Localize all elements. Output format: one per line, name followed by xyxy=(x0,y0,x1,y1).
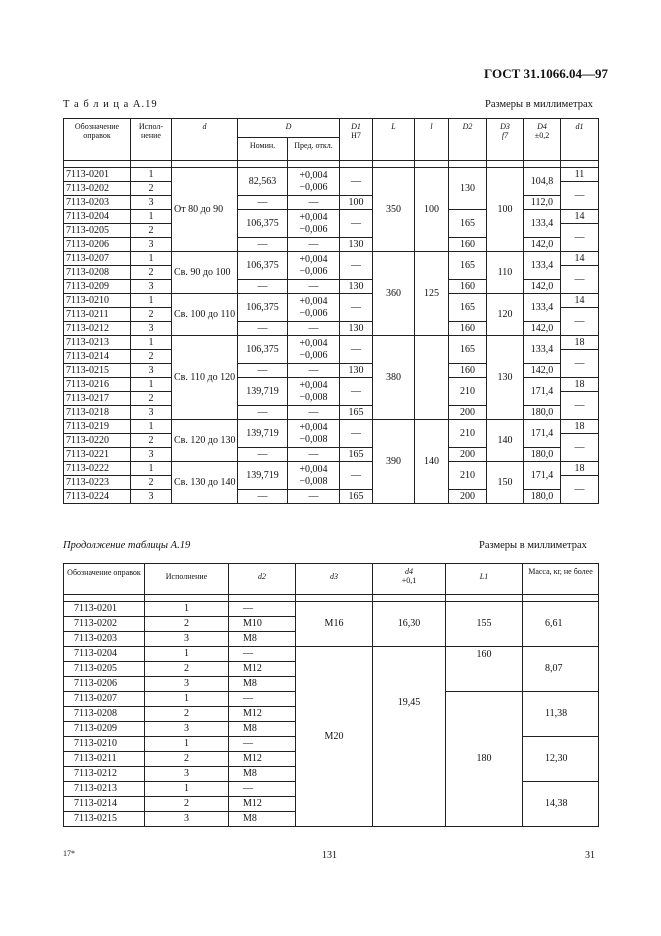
table-cell: 165 xyxy=(449,336,487,364)
d-range: Св. 100 до 110 xyxy=(172,294,238,336)
table-cell: 133,4 xyxy=(524,210,561,238)
table-cell: 130 xyxy=(340,238,373,252)
table-cell: 3 xyxy=(131,448,172,462)
table-cell: — xyxy=(288,364,340,378)
table-cell: 160 xyxy=(449,238,487,252)
table-cell: 7113-0212 xyxy=(64,767,145,782)
head-D2: D2 xyxy=(449,119,487,161)
table-cell: 142,0 xyxy=(524,364,561,378)
table-cell: 7113-0209 xyxy=(64,280,131,294)
table-a19 xyxy=(63,118,599,504)
table-cell: — xyxy=(238,238,288,252)
standard-title: ГОСТ 31.1066.04—97 xyxy=(484,66,609,81)
table-cell: — xyxy=(238,196,288,210)
table-cell: — xyxy=(340,420,373,448)
table-cell: 7113-0204 xyxy=(64,647,145,662)
table-cell: — xyxy=(561,182,599,210)
table-cell: 160 xyxy=(446,647,523,692)
table-cell: 3 xyxy=(131,196,172,210)
table-cell: 12,30 xyxy=(523,737,599,782)
table-cell: 8,07 xyxy=(523,647,599,692)
table-cell: 7113-0218 xyxy=(64,406,131,420)
table-cell: 380 xyxy=(373,336,415,420)
head2-d2: d2 xyxy=(229,564,296,595)
table-cell: 3 xyxy=(131,490,172,504)
table-row xyxy=(64,161,599,168)
footer-page-number: 31 xyxy=(585,850,595,861)
table-cell: 19,45 xyxy=(373,647,446,827)
d-range: Св. 90 до 100 xyxy=(172,252,238,294)
table-cell: — xyxy=(229,602,296,617)
head-D1: D1 H7 xyxy=(340,119,373,161)
d-range: Св. 110 до 120 xyxy=(172,336,238,420)
table-cell: 125 xyxy=(415,252,449,336)
table-cell: 112,0 xyxy=(524,196,561,210)
table-cell: — xyxy=(288,238,340,252)
table-cell: 14,38 xyxy=(523,782,599,827)
table-cell: 7113-0211 xyxy=(64,752,145,767)
table-cell: 7113-0215 xyxy=(64,364,131,378)
table-cell: 2 xyxy=(131,182,172,196)
table-cell: 1 xyxy=(145,782,229,797)
table-row xyxy=(64,564,599,595)
table-cell xyxy=(340,161,373,168)
footer-sheet-mark: 17* xyxy=(63,849,75,858)
table-cell: 7113-0208 xyxy=(64,707,145,722)
table-cell: 7113-0221 xyxy=(64,448,131,462)
table-cell: — xyxy=(340,210,373,238)
table-cell: 14 xyxy=(561,294,599,308)
table-cell: 2 xyxy=(131,392,172,406)
table-cell: 171,4 xyxy=(524,462,561,490)
table-cell: 7113-0206 xyxy=(64,677,145,692)
table-cell: 390 xyxy=(373,420,415,504)
table-cell: 2 xyxy=(131,476,172,490)
table-cell: 3 xyxy=(131,280,172,294)
table-row xyxy=(64,252,599,266)
table-cell: 360 xyxy=(373,252,415,336)
table-cell: — xyxy=(561,476,599,504)
table-cell: 7113-0211 xyxy=(64,308,131,322)
table-cell: 104,8 xyxy=(524,168,561,196)
table-cell: 139,719 xyxy=(238,462,288,490)
table-cell: — xyxy=(238,448,288,462)
table-cell: — xyxy=(561,308,599,336)
table-cell: 133,4 xyxy=(524,252,561,280)
table-cell: — xyxy=(288,196,340,210)
table-cell xyxy=(229,595,296,602)
d-range: От 80 до 90 xyxy=(172,168,238,252)
table-cell: 1 xyxy=(131,210,172,224)
table-cell: 7113-0212 xyxy=(64,322,131,336)
table-cell: 100 xyxy=(487,168,524,252)
head-version: Испол- нение xyxy=(131,119,172,161)
table-cell: 106,375 xyxy=(238,252,288,280)
table-row xyxy=(64,119,599,138)
table-cell: 3 xyxy=(131,322,172,336)
table-cell xyxy=(415,161,449,168)
table2-units: Размеры в миллиметрах xyxy=(479,540,587,551)
table-cell: 130 xyxy=(487,336,524,420)
table-cell: 130 xyxy=(340,280,373,294)
table-cell: 350 xyxy=(373,168,415,252)
head-D-nominal: Номин. xyxy=(238,138,288,161)
table-cell xyxy=(64,161,131,168)
table-cell: +0,004 −0,006 xyxy=(288,210,340,238)
table-cell: 1 xyxy=(145,602,229,617)
table-cell: 3 xyxy=(131,406,172,420)
table-cell: — xyxy=(561,266,599,294)
head-D3: D3 f7 xyxy=(487,119,524,161)
table-cell: — xyxy=(238,490,288,504)
table-cell xyxy=(561,161,599,168)
table-cell: — xyxy=(340,336,373,364)
table-cell: — xyxy=(238,406,288,420)
table-cell: — xyxy=(288,322,340,336)
table-cell: — xyxy=(561,350,599,378)
table-cell: 7113-0206 xyxy=(64,238,131,252)
table-cell: 106,375 xyxy=(238,336,288,364)
table-cell: 139,719 xyxy=(238,378,288,406)
d-range: Св. 120 до 130 xyxy=(172,420,238,462)
table-cell: — xyxy=(561,434,599,462)
table-cell xyxy=(524,161,561,168)
table-cell: 2 xyxy=(131,224,172,238)
table-cell xyxy=(145,595,229,602)
table-cell: — xyxy=(288,448,340,462)
table2-caption: Продолжение таблицы А.19 xyxy=(63,540,191,551)
table-cell: 200 xyxy=(449,490,487,504)
table-cell: M10 xyxy=(229,617,296,632)
table-cell: 200 xyxy=(449,406,487,420)
table-cell: — xyxy=(340,294,373,322)
table-cell: 180,0 xyxy=(524,490,561,504)
table-cell: +0,004 −0,008 xyxy=(288,462,340,490)
head2-d3: d3 xyxy=(296,564,373,595)
table-cell: 3 xyxy=(145,722,229,737)
table-cell: 2 xyxy=(131,308,172,322)
table-cell: 139,719 xyxy=(238,420,288,448)
table-cell: 3 xyxy=(145,767,229,782)
table-cell: 210 xyxy=(449,378,487,406)
table-cell: 18 xyxy=(561,336,599,350)
table-cell xyxy=(296,595,373,602)
table-cell: 1 xyxy=(145,647,229,662)
table-cell: 7113-0214 xyxy=(64,350,131,364)
table-cell: — xyxy=(340,462,373,490)
table-cell: — xyxy=(561,392,599,420)
table-cell xyxy=(415,336,449,420)
table-cell: 16,30 xyxy=(373,602,446,647)
table-cell: 7113-0214 xyxy=(64,797,145,812)
table-cell: 210 xyxy=(449,420,487,448)
table-cell: 160 xyxy=(449,322,487,336)
table-cell: 3 xyxy=(131,364,172,378)
table-cell xyxy=(238,161,288,168)
table-cell xyxy=(523,595,599,602)
table-cell: 1 xyxy=(131,168,172,182)
table-cell xyxy=(373,595,446,602)
table-cell: 7113-0204 xyxy=(64,210,131,224)
table-cell: 7113-0203 xyxy=(64,196,131,210)
table-cell: 7113-0216 xyxy=(64,378,131,392)
table-cell: 165 xyxy=(449,252,487,280)
table-cell: 142,0 xyxy=(524,238,561,252)
table-cell: 7113-0220 xyxy=(64,434,131,448)
table-cell: 2 xyxy=(131,266,172,280)
table-cell: 120 xyxy=(487,294,524,336)
head-l: l xyxy=(415,119,449,161)
table-cell: — xyxy=(340,168,373,196)
table-cell: 7113-0205 xyxy=(64,224,131,238)
table-cell: 171,4 xyxy=(524,378,561,406)
table-cell: — xyxy=(238,280,288,294)
table-cell: — xyxy=(561,224,599,252)
table-cell: 200 xyxy=(449,448,487,462)
head-D-deviation: Пред. откл. xyxy=(288,138,340,161)
table-cell: 106,375 xyxy=(238,294,288,322)
table-cell: 7113-0207 xyxy=(64,252,131,266)
table-cell: 7113-0217 xyxy=(64,392,131,406)
table-cell: 171,4 xyxy=(524,420,561,448)
table-cell: 180,0 xyxy=(524,448,561,462)
table-row xyxy=(64,168,599,182)
table-cell: M12 xyxy=(229,797,296,812)
table-cell: 18 xyxy=(561,420,599,434)
table-cell: 180,0 xyxy=(524,406,561,420)
table-cell: 7113-0210 xyxy=(64,294,131,308)
table-cell xyxy=(131,161,172,168)
table-cell: 130 xyxy=(449,168,487,210)
head2-version: Исполнение xyxy=(145,564,229,595)
table-cell: 7113-0215 xyxy=(64,812,145,827)
table-cell xyxy=(449,161,487,168)
table-cell: 1 xyxy=(131,336,172,350)
table-cell: 130 xyxy=(340,322,373,336)
table-cell: 1 xyxy=(131,294,172,308)
table-cell: M8 xyxy=(229,812,296,827)
table-cell xyxy=(446,595,523,602)
table-cell: 11,38 xyxy=(523,692,599,737)
table-cell: 150 xyxy=(487,462,524,504)
table-cell: 6,61 xyxy=(523,602,599,647)
d-range: Св. 130 до 140 xyxy=(172,462,238,504)
table-cell: 7113-0207 xyxy=(64,692,145,707)
table-cell: 155 xyxy=(446,602,523,647)
head2-mass: Масса, кг, не более xyxy=(523,564,599,595)
table-cell: 1 xyxy=(145,692,229,707)
table-row xyxy=(64,462,599,476)
table-cell: — xyxy=(229,692,296,707)
table-cell: 2 xyxy=(145,797,229,812)
table-cell: M8 xyxy=(229,677,296,692)
table-cell: — xyxy=(288,280,340,294)
table-a19-continued xyxy=(63,563,599,827)
table-cell: 160 xyxy=(449,364,487,378)
table-cell: 3 xyxy=(145,812,229,827)
table-cell: 142,0 xyxy=(524,322,561,336)
table-cell: 160 xyxy=(449,280,487,294)
table-cell: 7113-0222 xyxy=(64,462,131,476)
head-D4: D4 ±0,2 xyxy=(524,119,561,161)
table-row xyxy=(64,420,599,434)
table-cell: 7113-0210 xyxy=(64,737,145,752)
table-cell: 165 xyxy=(449,210,487,238)
head-d1: d1 xyxy=(561,119,599,161)
table-cell: +0,004 −0,008 xyxy=(288,420,340,448)
table-cell: +0,004 −0,006 xyxy=(288,294,340,322)
table-row xyxy=(64,336,599,350)
table-cell: 2 xyxy=(131,434,172,448)
table-cell: M8 xyxy=(229,632,296,647)
table-row-code: 7113-0201 xyxy=(64,168,131,182)
table-cell: — xyxy=(238,322,288,336)
table-cell: 7113-0205 xyxy=(64,662,145,677)
table-cell: — xyxy=(238,364,288,378)
table-cell: 14 xyxy=(561,252,599,266)
table-row xyxy=(64,595,599,602)
table-cell: 110 xyxy=(487,252,524,294)
head-D: D xyxy=(238,119,340,138)
table-cell xyxy=(373,161,415,168)
table-cell: 100 xyxy=(415,168,449,252)
head-designation: Обозначение оправок xyxy=(64,119,131,161)
table-cell: 7113-0213 xyxy=(64,782,145,797)
table-cell: 7113-0208 xyxy=(64,266,131,280)
table-cell: M12 xyxy=(229,662,296,677)
table-cell xyxy=(172,161,238,168)
table-cell: 133,4 xyxy=(524,336,561,364)
table-cell: 7113-0219 xyxy=(64,420,131,434)
table-cell: 130 xyxy=(340,364,373,378)
table-cell: 3 xyxy=(145,632,229,647)
table-cell: 140 xyxy=(487,420,524,462)
table-cell: 3 xyxy=(145,677,229,692)
head-L: L xyxy=(373,119,415,161)
table-cell: — xyxy=(229,782,296,797)
table-cell: +0,004 −0,006 xyxy=(288,336,340,364)
table-cell: 180 xyxy=(446,692,523,827)
table-cell: 142,0 xyxy=(524,280,561,294)
table-cell: 165 xyxy=(340,490,373,504)
table-cell: 14 xyxy=(561,210,599,224)
table-row xyxy=(64,647,599,662)
table1-caption: Т а б л и ц а А.19 xyxy=(63,99,158,110)
table-cell: 165 xyxy=(340,448,373,462)
table-cell: 7113-0202 xyxy=(64,182,131,196)
table-cell xyxy=(288,161,340,168)
table-cell: — xyxy=(340,252,373,280)
head2-designation: Обозначение оправок xyxy=(64,564,145,595)
table-cell: M20 xyxy=(296,647,373,827)
footer-page-center: 131 xyxy=(322,850,337,861)
head-d: d xyxy=(172,119,238,161)
table-cell: 7113-0203 xyxy=(64,632,145,647)
table-cell: 210 xyxy=(449,462,487,490)
table-cell: — xyxy=(288,490,340,504)
table-cell: 140 xyxy=(415,420,449,504)
table-cell: +0,004 −0,008 xyxy=(288,378,340,406)
table-cell: 2 xyxy=(145,752,229,767)
table-cell: 11 xyxy=(561,168,599,182)
table-cell: 3 xyxy=(131,238,172,252)
table-row xyxy=(64,602,599,617)
table-cell xyxy=(487,161,524,168)
table-cell: 18 xyxy=(561,378,599,392)
table-cell: 106,375 xyxy=(238,210,288,238)
table-cell: 1 xyxy=(145,737,229,752)
table-cell: 2 xyxy=(145,662,229,677)
table-cell: +0,004 −0,006 xyxy=(288,252,340,280)
table-cell: 2 xyxy=(131,350,172,364)
table-cell: 7113-0209 xyxy=(64,722,145,737)
table-cell: 1 xyxy=(131,252,172,266)
table-cell: M8 xyxy=(229,722,296,737)
table-cell: 1 xyxy=(131,462,172,476)
table-cell: 7113-0223 xyxy=(64,476,131,490)
table-cell: 18 xyxy=(561,462,599,476)
table-cell: 7113-0202 xyxy=(64,617,145,632)
table-row xyxy=(64,294,599,308)
table-cell: 133,4 xyxy=(524,294,561,322)
table-cell: 165 xyxy=(340,406,373,420)
head2-d4: d4 +0,1 xyxy=(373,564,446,595)
table-cell: 2 xyxy=(145,707,229,722)
table-cell: 7113-0213 xyxy=(64,336,131,350)
table-cell: — xyxy=(229,737,296,752)
table-cell: 100 xyxy=(340,196,373,210)
table-cell: +0,004 −0,006 xyxy=(288,168,340,196)
table-cell: 82,563 xyxy=(238,168,288,196)
table-cell: — xyxy=(340,378,373,406)
table-cell: 7113-0224 xyxy=(64,490,131,504)
table-cell: 165 xyxy=(449,294,487,322)
table-cell: 1 xyxy=(131,378,172,392)
table-cell: M8 xyxy=(229,767,296,782)
table-cell: 1 xyxy=(131,420,172,434)
table-cell: M16 xyxy=(296,602,373,647)
table-row-code: 7113-0201 xyxy=(64,602,145,617)
table-cell xyxy=(64,595,145,602)
table1-units: Размеры в миллиметрах xyxy=(485,99,593,110)
table-cell: — xyxy=(288,406,340,420)
table-cell: — xyxy=(229,647,296,662)
table-cell: M12 xyxy=(229,752,296,767)
table-cell: 2 xyxy=(145,617,229,632)
table-cell: M12 xyxy=(229,707,296,722)
head2-L1: L1 xyxy=(446,564,523,595)
